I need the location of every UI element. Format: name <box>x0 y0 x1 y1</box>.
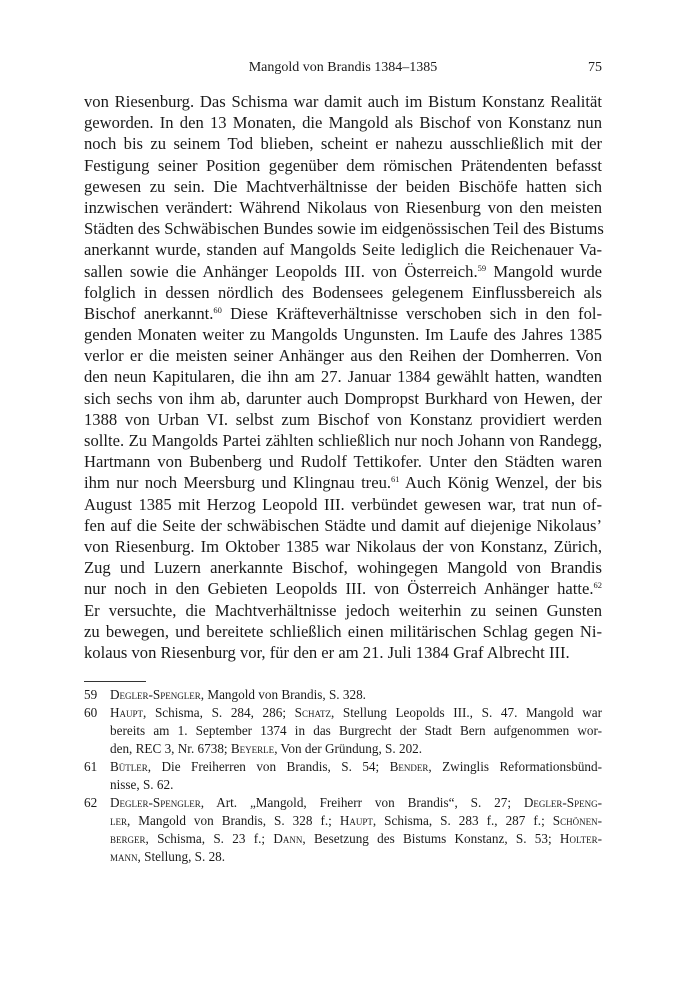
text-line: fen auf die Seite der schwäbischen Städte und damit auf diejenige Nikolaus’ <box>84 515 602 535</box>
page-number: 75 <box>588 60 602 75</box>
footnote-line: Degler-Spengler, Art. „Mangold, Freiherr von Brandis“, S. 27; Degler-Speng- <box>110 795 602 810</box>
text-line: inzwischen verändert: Während Nikolaus von Riesenburg von den meisten <box>84 197 602 217</box>
running-head: Mangold von Brandis 1384–1385 <box>248 60 438 75</box>
author-name: Schatz <box>294 705 331 720</box>
author-name: Degler-Spengler <box>110 795 201 810</box>
footnote-61 <box>84 758 602 794</box>
author-name: Bütler <box>110 759 148 774</box>
author-name: Degler-Spengler <box>110 687 201 702</box>
author-name: ler <box>110 813 127 828</box>
footnote-ref[interactable]: 62 <box>593 580 602 591</box>
text-line: gewesen zu sein. Die Machtverhältnisse der beiden Bischöfe hatten sich <box>84 176 602 196</box>
footnote-60 <box>84 704 602 758</box>
author-name: Beyerle <box>230 741 275 756</box>
footnote-number: 59 <box>84 687 98 702</box>
text-line: folglich in dessen nördlich des Bodensees gelegenem Einflussbereich als <box>84 282 602 302</box>
text-line: zu bewegen, und bereitete schließlich einen militärischen Schlag gegen Ni- <box>84 621 602 641</box>
footnote-number: 62 <box>84 795 98 810</box>
body-text <box>84 91 602 663</box>
text-line: Hartmann von Bubenberg und Rudolf Tettikofer. Unter den Städten waren <box>84 452 602 472</box>
text-line: genden Monaten weiter zu Mangolds Ungunsten. Im Laufe des Jahres 1385 <box>84 325 602 345</box>
footnote-separator <box>84 681 146 682</box>
footnote-ref[interactable]: 59 <box>477 262 487 273</box>
footnote-line: Degler-Spengler, Mangold von Brandis, S. 328. <box>110 687 366 702</box>
text-line: den neun Kapitularen, die ihn am 27. Januar 1384 gewählt hatten, wandten <box>84 367 602 387</box>
author-name: Degler-Speng- <box>523 795 602 810</box>
text-line: Städten des Schwäbischen Bundes sowie im eidgenössischen Teil des Bistums <box>84 219 604 239</box>
text-line: Bischof anerkannt.$^{60}$ Diese Kräfteverhältnisse verschoben sich in den fol- <box>84 303 602 323</box>
text-line: sollte. Zu Mangolds Partei zählten schließlich nur noch Johann von Randegg, <box>84 431 602 450</box>
footnote-62 <box>84 794 602 866</box>
footnote-line: ler, Mangold von Brandis, S. 328 f.; Haupt, Schisma, S. 283 f., 287 f.; Schönen- <box>110 813 602 828</box>
text-line: sich sechs von ihm ab, darunter auch Dompropst Burkhard von Hewen, der <box>84 388 602 408</box>
footnote-ref[interactable]: 61 <box>391 474 400 485</box>
text-line: noch bis zu seinem Tod blieben, scheint er nahezu ausschließlich mit der <box>84 134 602 154</box>
text-line: von Riesenburg. Im Oktober 1385 war Nikolaus der von Konstanz, Zürich, <box>84 536 602 556</box>
footnotes <box>84 686 602 866</box>
page-header <box>84 60 602 80</box>
author-name: Haupt <box>110 705 144 720</box>
author-name: Dann <box>273 831 303 846</box>
footnote-59 <box>84 686 602 704</box>
footnote-line: mann, Stellung, S. 28. <box>110 849 226 864</box>
author-name: Schönen- <box>552 813 602 828</box>
footnote-line: berger, Schisma, S. 23 f.; Dann, Besetzung des Bistums Konstanz, S. 53; Holter- <box>110 831 603 846</box>
author-name: mann <box>110 849 138 864</box>
author-name: Haupt <box>339 813 373 828</box>
footnote-ref[interactable]: 60 <box>213 304 222 315</box>
text-line: geworden. In den 13 Monaten, die Mangold als Bischof von Konstanz nun <box>84 113 602 133</box>
text-line: sallen sowie die Anhänger Leopolds III. von Österreich.$^{59}$ Mangold wurde <box>84 261 603 281</box>
text-line: Zug und Luzern anerkannte Bischof, wohingegen Mangold von Brandis <box>84 558 602 578</box>
footnote-line: den, REC 3, Nr. 6738; Beyerle, Von der Gründung, S. 202. <box>110 741 423 756</box>
author-name: Bender <box>389 759 429 774</box>
text-line: verlor er die meisten seiner Anhänger aus den Reihen der Domherren. Von <box>84 346 602 366</box>
text-line: von Riesenburg. Das Schisma war damit auch im Bistum Konstanz Realität <box>84 92 602 111</box>
footnote-line: bereits am 1. September 1374 in das Burgrecht der Stadt Bern aufgenommen wor- <box>110 723 602 738</box>
footnote-number: 61 <box>84 759 98 774</box>
author-name: berger <box>110 831 146 846</box>
author-name: Holter- <box>559 831 603 846</box>
text-line: nur noch in den Gebieten Leopolds III. von Österreich Anhänger hatte.$^{62}$ <box>84 579 602 599</box>
footnote-line: Bütler, Die Freiherren von Brandis, S. 54; Bender, Zwinglis Reformationsbünd- <box>110 759 602 774</box>
text-line: 1388 von Urban VI. selbst zum Bischof von Konstanz providiert werden <box>84 409 602 429</box>
text-line: ihm nur noch Meersburg und Klingnau treu.$^{61}$ Auch König Wenzel, der bis <box>84 473 602 493</box>
text-line: Festigung seiner Position gegenüber dem römischen Prätendenten befasst <box>84 155 602 175</box>
text-line: Er versuchte, die Machtverhältnisse jedoch weiterhin zu seinen Gunsten <box>84 600 602 620</box>
text-line: kolaus von Riesenburg vor, für den er am 21. Juli 1384 Graf Albrecht III. <box>84 642 570 662</box>
text-line: anerkannt wurde, standen auf Mangolds Seite lediglich die Reichenauer Va- <box>84 240 602 260</box>
text-line: August 1385 mit Herzog Leopold III. verbündet gewesen war, trat nun of- <box>84 494 602 514</box>
footnote-number: 60 <box>84 705 98 720</box>
footnote-line: nisse, S. 62. <box>110 777 174 792</box>
footnote-line: Haupt, Schisma, S. 284, 286; Schatz, Stellung Leopolds III., S. 47. Mangold war <box>110 705 603 720</box>
